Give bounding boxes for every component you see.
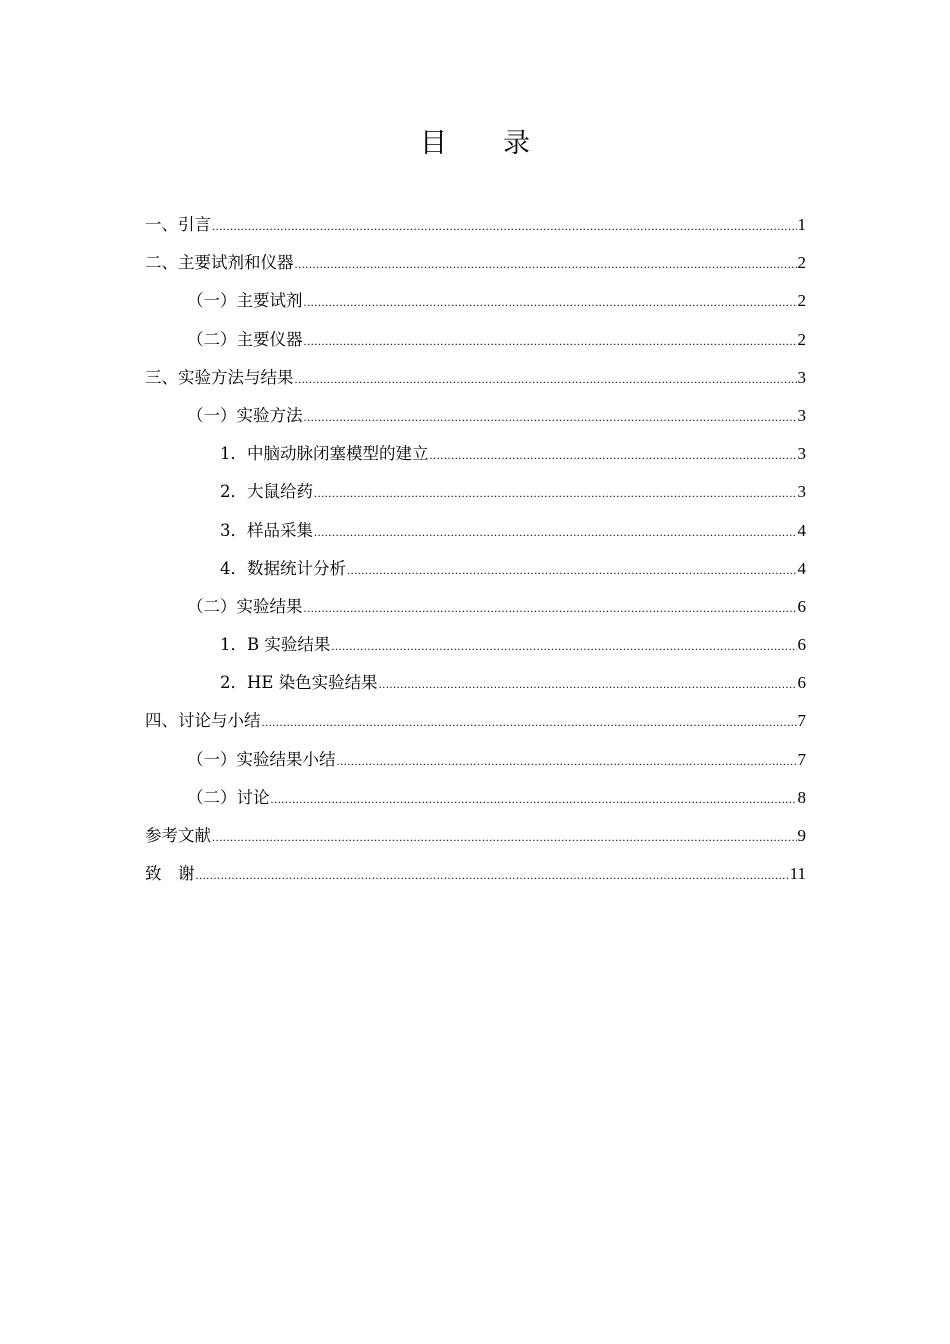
toc-entry[interactable] xyxy=(145,397,806,435)
toc-entry-page: 11 xyxy=(789,864,806,884)
toc-entry-label: 二、主要试剂和仪器 xyxy=(145,253,294,273)
toc-entry-page: 4 xyxy=(797,520,806,540)
toc-entry-page: 6 xyxy=(797,596,806,616)
toc-leader-dots xyxy=(271,780,797,818)
toc-entry-label: 2．HE 染色实验结果 xyxy=(220,673,378,693)
toc-leader-dots xyxy=(337,742,797,780)
toc-entry[interactable] xyxy=(145,435,806,473)
toc-entry-label: 致 谢 xyxy=(145,864,195,884)
toc-entry-label: 3．样品采集 xyxy=(220,520,313,540)
toc-entry-page: 8 xyxy=(797,787,806,807)
toc-leader-dots xyxy=(331,627,796,665)
toc-leader-dots xyxy=(304,322,797,360)
toc-entry-page: 1 xyxy=(797,215,806,234)
toc-entry[interactable] xyxy=(145,588,806,626)
toc-leader-dots xyxy=(295,360,797,398)
toc-entry[interactable] xyxy=(145,741,806,779)
toc-title-second-char: 录 xyxy=(503,128,530,159)
toc-entry-page: 3 xyxy=(797,482,806,502)
toc-entry-label: 2．大鼠给药 xyxy=(220,482,313,502)
toc-leader-dots xyxy=(212,207,797,245)
toc-entry-page: 3 xyxy=(797,444,806,464)
toc-entry-page: 3 xyxy=(797,367,806,387)
toc-entry-page: 2 xyxy=(797,291,806,311)
toc-leader-dots xyxy=(196,856,789,894)
toc-entry-label: 三、实验方法与结果 xyxy=(145,367,294,387)
toc-entry[interactable] xyxy=(145,664,806,702)
toc-entry-label: 1．B 实验结果 xyxy=(220,635,331,655)
toc-entry-page: 9 xyxy=(797,826,806,845)
toc-entry-label: 四、讨论与小结 xyxy=(145,711,261,731)
toc-entry-label: 4．数据统计分析 xyxy=(220,558,346,578)
toc-leader-dots xyxy=(295,245,797,283)
toc-entry-label: （二）主要仪器 xyxy=(187,329,303,349)
toc-leader-dots xyxy=(304,398,797,436)
toc-entry-page: 4 xyxy=(797,558,806,578)
toc-title xyxy=(0,124,950,164)
toc-leader-dots xyxy=(262,703,797,741)
toc-entry[interactable] xyxy=(145,779,806,817)
toc-entry-page: 2 xyxy=(797,329,806,349)
toc-entry-label: 参考文献 xyxy=(145,826,211,845)
toc-list xyxy=(145,206,806,893)
toc-entry[interactable] xyxy=(145,473,806,511)
toc-entry-label: 1．中脑动脉闭塞模型的建立 xyxy=(220,444,429,464)
toc-entry[interactable] xyxy=(145,359,806,397)
toc-entry[interactable] xyxy=(145,626,806,664)
toc-entry[interactable] xyxy=(145,550,806,588)
toc-entry-page: 3 xyxy=(797,405,806,425)
toc-entry-page: 7 xyxy=(797,711,806,731)
toc-entry-label: （二）实验结果 xyxy=(187,596,303,616)
toc-leader-dots xyxy=(212,818,797,856)
toc-entry[interactable] xyxy=(145,512,806,550)
toc-entry[interactable] xyxy=(145,282,806,320)
toc-entry-label: （一）主要试剂 xyxy=(187,291,303,311)
toc-entry-page: 6 xyxy=(797,673,806,693)
toc-leader-dots xyxy=(304,283,797,321)
toc-entry[interactable] xyxy=(145,702,806,740)
toc-entry-page: 6 xyxy=(797,635,806,655)
toc-leader-dots xyxy=(379,665,797,703)
toc-entry[interactable] xyxy=(145,855,806,893)
toc-entry-label: （二）讨论 xyxy=(187,787,270,807)
toc-leader-dots xyxy=(430,436,797,474)
toc-entry-label: （一）实验方法 xyxy=(187,405,303,425)
toc-entry-page: 7 xyxy=(797,749,806,769)
toc-entry-label: 一、引言 xyxy=(145,215,211,234)
toc-entry[interactable] xyxy=(145,817,806,855)
toc-entry-label: （一）实验结果小结 xyxy=(187,749,336,769)
toc-leader-dots xyxy=(314,513,797,551)
toc-leader-dots xyxy=(314,474,797,512)
toc-title-first-char: 目 xyxy=(420,128,447,159)
toc-leader-dots xyxy=(304,589,797,627)
toc-entry[interactable] xyxy=(145,321,806,359)
toc-entry-page: 2 xyxy=(797,253,806,273)
toc-entry[interactable] xyxy=(145,244,806,282)
toc-leader-dots xyxy=(347,551,797,589)
toc-entry[interactable] xyxy=(145,206,806,244)
